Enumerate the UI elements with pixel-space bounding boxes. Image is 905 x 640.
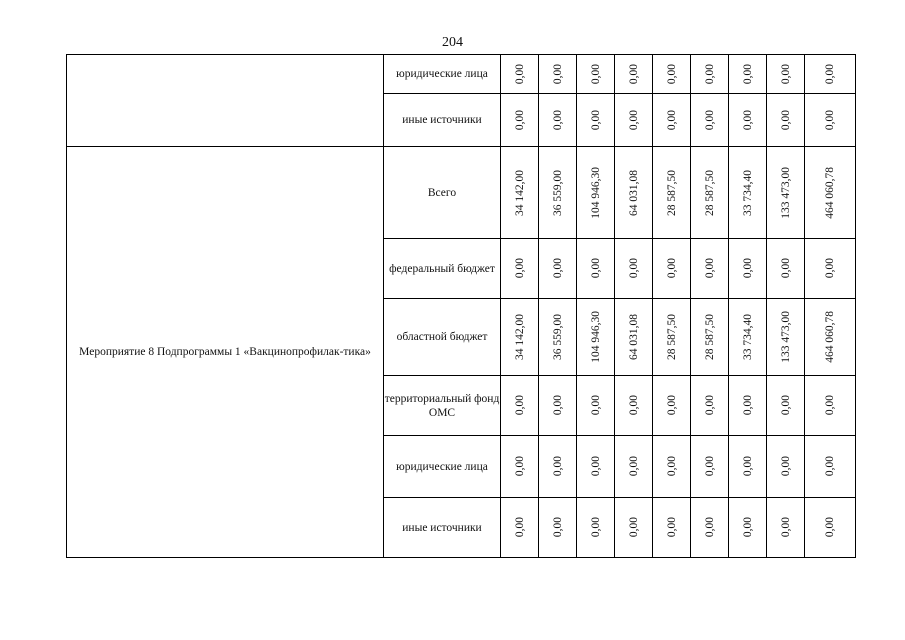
table-row: [67, 147, 856, 239]
value-cell: [539, 376, 577, 436]
value-text: 0,00: [513, 456, 526, 477]
funding-source-cell: областной бюджет: [384, 299, 501, 376]
value-text: 0,00: [824, 395, 836, 416]
value-text: 0,00: [665, 456, 678, 477]
value-cell: [805, 55, 856, 94]
funding-source-cell: иные источники: [384, 94, 501, 147]
value-text: 34 142,00: [513, 314, 526, 360]
value-cell: [501, 94, 539, 147]
value-text: 0,00: [824, 109, 836, 131]
value-cell: [805, 299, 856, 376]
value-cell: [805, 436, 856, 498]
value-cell: [653, 55, 691, 94]
value-cell: [729, 436, 767, 498]
value-text: 36 559,00: [551, 314, 564, 360]
value-text: 33 734,40: [741, 169, 754, 216]
value-cell: [577, 436, 615, 498]
value-cell: [729, 376, 767, 436]
value-cell: [501, 55, 539, 94]
value-text: 0,00: [703, 456, 716, 477]
funding-source-cell: Всего: [384, 147, 501, 239]
value-cell: [539, 239, 577, 299]
value-cell: [767, 498, 805, 558]
value-text: 0,00: [703, 109, 716, 131]
value-cell: [501, 299, 539, 376]
value-cell: [653, 498, 691, 558]
value-cell: [805, 376, 856, 436]
value-text: 0,00: [513, 395, 526, 416]
value-text: 0,00: [513, 258, 526, 279]
value-cell: [691, 376, 729, 436]
value-cell: [653, 147, 691, 239]
value-cell: [577, 239, 615, 299]
value-text: 0,00: [627, 258, 640, 279]
value-text: 0,00: [665, 258, 678, 279]
value-text: 0,00: [551, 63, 564, 85]
value-text: 0,00: [703, 258, 716, 279]
value-cell: [729, 239, 767, 299]
value-cell: [653, 239, 691, 299]
value-cell: [729, 55, 767, 94]
value-text: 28 587,50: [703, 314, 716, 360]
value-cell: [767, 376, 805, 436]
value-text: 0,00: [551, 456, 564, 477]
continuation-label-cell: [67, 55, 384, 147]
value-text: 64 031,08: [627, 314, 640, 360]
value-cell: [805, 239, 856, 299]
value-text: 0,00: [779, 456, 792, 477]
funding-source-cell: иные источники: [384, 498, 501, 558]
value-cell: [691, 299, 729, 376]
value-text: 28 587,50: [665, 314, 678, 360]
value-text: 0,00: [824, 63, 836, 85]
value-text: 464 060,78: [824, 166, 836, 219]
value-cell: [615, 94, 653, 147]
value-text: 0,00: [824, 456, 836, 477]
value-text: 0,00: [741, 517, 754, 538]
value-cell: [691, 147, 729, 239]
value-text: 34 142,00: [513, 169, 526, 216]
value-cell: [767, 147, 805, 239]
value-text: 0,00: [589, 456, 602, 477]
value-cell: [615, 376, 653, 436]
value-cell: [501, 239, 539, 299]
value-text: 0,00: [779, 258, 792, 279]
value-text: 64 031,08: [627, 169, 640, 216]
value-cell: [729, 147, 767, 239]
value-cell: [615, 55, 653, 94]
value-text: 0,00: [779, 517, 792, 538]
value-cell: [615, 498, 653, 558]
value-cell: [501, 436, 539, 498]
value-text: 0,00: [665, 395, 678, 416]
funding-source-cell: федеральный бюджет: [384, 239, 501, 299]
value-cell: [615, 239, 653, 299]
value-cell: [539, 147, 577, 239]
value-cell: [691, 94, 729, 147]
value-text: 0,00: [551, 517, 564, 538]
value-text: 0,00: [627, 395, 640, 416]
value-text: 0,00: [703, 395, 716, 416]
value-cell: [691, 498, 729, 558]
value-text: 0,00: [589, 517, 602, 538]
value-text: 104 946,30: [589, 166, 602, 219]
value-text: 133 473,00: [779, 166, 792, 219]
value-text: 0,00: [665, 109, 678, 131]
measure-label-cell: [67, 147, 384, 558]
value-cell: [729, 498, 767, 558]
value-cell: [615, 436, 653, 498]
value-text: 0,00: [513, 517, 526, 538]
value-text: 0,00: [513, 109, 526, 131]
value-text: 0,00: [741, 395, 754, 416]
value-text: 0,00: [741, 258, 754, 279]
value-text: 36 559,00: [551, 169, 564, 216]
value-cell: [653, 376, 691, 436]
measure-label-cell-text: Мероприятие 8 Подпрограммы 1 «Вакцинопрофилак-тика»: [79, 346, 371, 358]
value-text: 0,00: [779, 109, 792, 131]
value-text: 0,00: [627, 63, 640, 85]
value-cell: [577, 147, 615, 239]
table-row: [67, 55, 856, 94]
value-text: 0,00: [703, 517, 716, 538]
value-cell: [501, 376, 539, 436]
value-cell: [729, 94, 767, 147]
value-cell: [729, 299, 767, 376]
value-cell: [501, 498, 539, 558]
value-cell: [653, 94, 691, 147]
value-cell: [501, 147, 539, 239]
value-text: 464 060,78: [824, 311, 836, 363]
value-cell: [767, 299, 805, 376]
value-text: 0,00: [741, 63, 754, 85]
value-text: 0,00: [551, 258, 564, 279]
value-cell: [805, 94, 856, 147]
value-text: 33 734,40: [741, 314, 754, 360]
value-text: 0,00: [551, 109, 564, 131]
value-cell: [539, 55, 577, 94]
value-cell: [691, 239, 729, 299]
value-text: 0,00: [741, 456, 754, 477]
funding-table: [66, 54, 856, 558]
value-text: 0,00: [824, 258, 836, 279]
funding-source-cell: юридические лица: [384, 436, 501, 498]
value-cell: [539, 94, 577, 147]
value-cell: [767, 94, 805, 147]
value-text: 0,00: [513, 63, 526, 85]
funding-source-cell: территориальный фонд ОМС: [384, 376, 501, 436]
value-cell: [539, 299, 577, 376]
page-number: 204: [442, 35, 463, 50]
value-cell: [653, 299, 691, 376]
value-text: 133 473,00: [779, 311, 792, 363]
value-cell: [767, 239, 805, 299]
value-text: 0,00: [627, 517, 640, 538]
value-text: 104 946,30: [589, 311, 602, 363]
value-cell: [577, 498, 615, 558]
value-cell: [539, 436, 577, 498]
value-cell: [805, 498, 856, 558]
value-text: 0,00: [589, 63, 602, 85]
value-text: 0,00: [779, 63, 792, 85]
value-cell: [539, 498, 577, 558]
value-text: 0,00: [741, 109, 754, 131]
value-cell: [805, 147, 856, 239]
value-text: 0,00: [551, 395, 564, 416]
value-cell: [577, 299, 615, 376]
value-text: 0,00: [665, 517, 678, 538]
value-cell: [767, 55, 805, 94]
value-cell: [691, 55, 729, 94]
value-text: 0,00: [589, 109, 602, 131]
value-text: 0,00: [589, 395, 602, 416]
value-text: 28 587,50: [703, 169, 716, 216]
value-text: 28 587,50: [665, 169, 678, 216]
value-text: 0,00: [703, 63, 716, 85]
value-text: 0,00: [779, 395, 792, 416]
value-cell: [691, 436, 729, 498]
value-cell: [577, 55, 615, 94]
value-text: 0,00: [627, 109, 640, 131]
value-text: 0,00: [589, 258, 602, 279]
value-cell: [615, 147, 653, 239]
value-cell: [653, 436, 691, 498]
value-cell: [577, 376, 615, 436]
value-text: 0,00: [665, 63, 678, 85]
value-text: 0,00: [627, 456, 640, 477]
funding-source-cell: юридические лица: [384, 55, 501, 94]
value-text: 0,00: [824, 517, 836, 538]
value-cell: [615, 299, 653, 376]
value-cell: [577, 94, 615, 147]
value-cell: [767, 436, 805, 498]
